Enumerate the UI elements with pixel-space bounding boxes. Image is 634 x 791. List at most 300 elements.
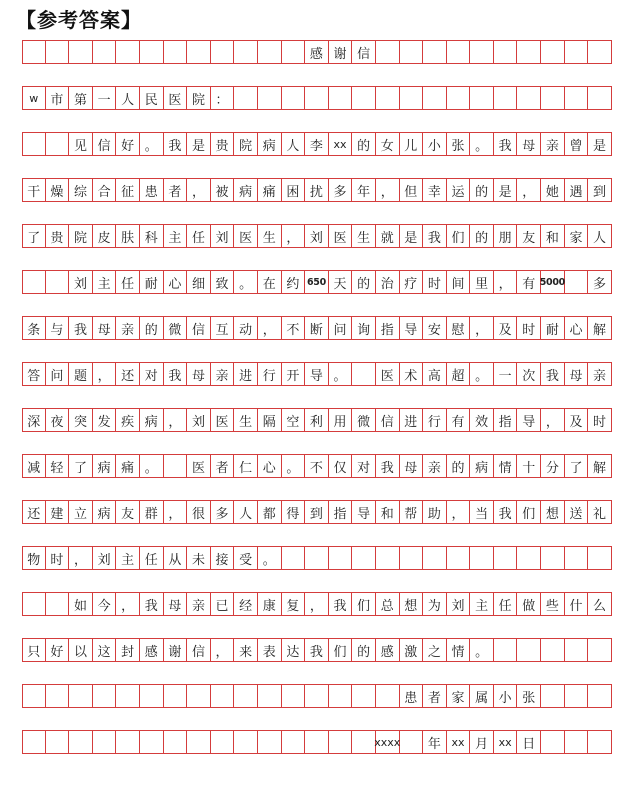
grid-cell: 对 bbox=[352, 455, 376, 477]
grid-cell: 分 bbox=[541, 455, 565, 477]
grid-cell: 深 bbox=[22, 409, 46, 431]
grid-cell: 小 bbox=[494, 685, 518, 707]
grid-cell: ： bbox=[211, 87, 235, 109]
grid-cell bbox=[400, 731, 424, 753]
grid-cell bbox=[69, 41, 93, 63]
grid-cell bbox=[376, 87, 400, 109]
grid-cell: 礼 bbox=[588, 501, 612, 523]
grid-cell: ， bbox=[69, 547, 93, 569]
grid-cell bbox=[541, 731, 565, 753]
grid-cell bbox=[541, 41, 565, 63]
grid-cell: 达 bbox=[282, 639, 306, 661]
grid-cell: 了 bbox=[22, 225, 46, 247]
grid-cell: 不 bbox=[305, 455, 329, 477]
grid-row bbox=[22, 362, 612, 386]
grid-cell: 发 bbox=[93, 409, 117, 431]
grid-cell: 进 bbox=[400, 409, 424, 431]
grid-cell: 治 bbox=[376, 271, 400, 293]
grid-row bbox=[22, 178, 612, 202]
grid-cell: 我 bbox=[329, 593, 353, 615]
grid-cell: 进 bbox=[234, 363, 258, 385]
grid-cell: 仁 bbox=[234, 455, 258, 477]
grid-cell bbox=[400, 41, 424, 63]
grid-cell: 任 bbox=[187, 225, 211, 247]
grid-cell: ， bbox=[282, 225, 306, 247]
grid-cell: 征 bbox=[116, 179, 140, 201]
grid-cell: 信 bbox=[93, 133, 117, 155]
grid-cell: 导 bbox=[517, 409, 541, 431]
grid-cell bbox=[282, 87, 306, 109]
grid-cell: 间 bbox=[447, 271, 471, 293]
grid-cell: 院 bbox=[234, 133, 258, 155]
grid-cell: 主 bbox=[470, 593, 494, 615]
grid-row bbox=[22, 454, 612, 478]
grid-cell: 心 bbox=[565, 317, 589, 339]
grid-cell: 我 bbox=[423, 225, 447, 247]
grid-cell: 助 bbox=[423, 501, 447, 523]
grid-cell bbox=[187, 731, 211, 753]
grid-cell: 是 bbox=[494, 179, 518, 201]
grid-cell: 医 bbox=[376, 363, 400, 385]
grid-row bbox=[22, 316, 612, 340]
grid-cell: 病 bbox=[93, 455, 117, 477]
grid-cell: 及 bbox=[565, 409, 589, 431]
grid-cell: 是 bbox=[588, 133, 612, 155]
grid-cell bbox=[140, 685, 164, 707]
grid-cell: 亲 bbox=[116, 317, 140, 339]
grid-cell: 者 bbox=[423, 685, 447, 707]
grid-cell: 已 bbox=[211, 593, 235, 615]
grid-cell: 得 bbox=[282, 501, 306, 523]
grid-cell: xx bbox=[329, 133, 353, 155]
grid-cell: 病 bbox=[470, 455, 494, 477]
grid-cell: 总 bbox=[376, 593, 400, 615]
grid-cell: 行 bbox=[423, 409, 447, 431]
grid-cell: 们 bbox=[517, 501, 541, 523]
grid-cell: ， bbox=[211, 639, 235, 661]
grid-cell: 都 bbox=[258, 501, 282, 523]
grid-cell: 情 bbox=[447, 639, 471, 661]
grid-cell: 行 bbox=[258, 363, 282, 385]
grid-cell: 时 bbox=[588, 409, 612, 431]
grid-cell: 想 bbox=[541, 501, 565, 523]
grid-cell: 院 bbox=[187, 87, 211, 109]
grid-cell: 立 bbox=[69, 501, 93, 523]
grid-cell: 病 bbox=[93, 501, 117, 523]
grid-cell bbox=[282, 731, 306, 753]
grid-cell: 任 bbox=[116, 271, 140, 293]
grid-cell: 有 bbox=[517, 271, 541, 293]
grid-cell: 。 bbox=[140, 455, 164, 477]
grid-cell bbox=[588, 41, 612, 63]
grid-cell bbox=[93, 685, 117, 707]
grid-cell: ， bbox=[517, 179, 541, 201]
grid-cell: 十 bbox=[517, 455, 541, 477]
grid-cell bbox=[541, 87, 565, 109]
grid-cell: 只 bbox=[22, 639, 46, 661]
grid-cell bbox=[282, 41, 306, 63]
grid-cell: 亲 bbox=[187, 593, 211, 615]
grid-cell: 们 bbox=[447, 225, 471, 247]
grid-cell bbox=[565, 731, 589, 753]
grid-cell: 送 bbox=[565, 501, 589, 523]
grid-cell: 见 bbox=[69, 133, 93, 155]
grid-cell: 和 bbox=[541, 225, 565, 247]
grid-cell: 病 bbox=[234, 179, 258, 201]
grid-cell bbox=[352, 685, 376, 707]
grid-cell: 患 bbox=[400, 685, 424, 707]
grid-cell: 。 bbox=[282, 455, 306, 477]
grid-cell: 我 bbox=[376, 455, 400, 477]
grid-cell bbox=[234, 87, 258, 109]
grid-cell bbox=[565, 87, 589, 109]
grid-cell: 感 bbox=[305, 41, 329, 63]
grid-cell: 如 bbox=[69, 593, 93, 615]
grid-cell: ， bbox=[116, 593, 140, 615]
grid-cell: 。 bbox=[470, 133, 494, 155]
grid-cell: 曾 bbox=[565, 133, 589, 155]
grid-cell bbox=[517, 87, 541, 109]
grid-cell: 生 bbox=[258, 225, 282, 247]
grid-cell: 在 bbox=[258, 271, 282, 293]
grid-cell: 到 bbox=[305, 501, 329, 523]
grid-cell bbox=[494, 41, 518, 63]
grid-cell bbox=[187, 41, 211, 63]
grid-cell bbox=[376, 547, 400, 569]
grid-cell: 贵 bbox=[46, 225, 70, 247]
grid-cell bbox=[22, 731, 46, 753]
grid-cell: 激 bbox=[400, 639, 424, 661]
grid-cell bbox=[258, 41, 282, 63]
grid-cell: 痛 bbox=[116, 455, 140, 477]
grid-cell: 我 bbox=[494, 133, 518, 155]
grid-cell: 以 bbox=[69, 639, 93, 661]
grid-cell: 但 bbox=[400, 179, 424, 201]
grid-cell: 之 bbox=[423, 639, 447, 661]
grid-cell: ， bbox=[447, 501, 471, 523]
grid-cell: ， bbox=[164, 409, 188, 431]
grid-cell: 复 bbox=[282, 593, 306, 615]
grid-cell: 人 bbox=[588, 225, 612, 247]
grid-cell: 建 bbox=[46, 501, 70, 523]
grid-cell bbox=[329, 731, 353, 753]
grid-cell: 些 bbox=[541, 593, 565, 615]
grid-cell: 医 bbox=[187, 455, 211, 477]
grid-cell bbox=[352, 87, 376, 109]
grid-cell: 减 bbox=[22, 455, 46, 477]
grid-cell bbox=[164, 455, 188, 477]
grid-cell: 张 bbox=[447, 133, 471, 155]
grid-cell: ， bbox=[494, 271, 518, 293]
grid-cell: 问 bbox=[329, 317, 353, 339]
grid-cell bbox=[258, 731, 282, 753]
grid-cell: 我 bbox=[164, 133, 188, 155]
grid-cell: 第 bbox=[69, 87, 93, 109]
grid-cell: 病 bbox=[140, 409, 164, 431]
grid-cell: 动 bbox=[234, 317, 258, 339]
grid-cell: 情 bbox=[494, 455, 518, 477]
grid-cell: 耐 bbox=[541, 317, 565, 339]
grid-cell bbox=[376, 41, 400, 63]
grid-cell: 们 bbox=[352, 593, 376, 615]
grid-cell bbox=[46, 271, 70, 293]
grid-cell: 解 bbox=[588, 317, 612, 339]
grid-cell: 互 bbox=[211, 317, 235, 339]
grid-cell: 朋 bbox=[494, 225, 518, 247]
grid-cell: 儿 bbox=[400, 133, 424, 155]
grid-cell: 时 bbox=[423, 271, 447, 293]
grid-cell: xx bbox=[494, 731, 518, 753]
grid-cell bbox=[211, 731, 235, 753]
grid-cell: 天 bbox=[329, 271, 353, 293]
grid-cell: 母 bbox=[565, 363, 589, 385]
grid-cell: 月 bbox=[470, 731, 494, 753]
grid-cell bbox=[46, 685, 70, 707]
grid-cell: 康 bbox=[258, 593, 282, 615]
grid-cell bbox=[46, 41, 70, 63]
grid-cell: 日 bbox=[517, 731, 541, 753]
grid-cell: 我 bbox=[494, 501, 518, 523]
grid-cell: 仅 bbox=[329, 455, 353, 477]
grid-cell: 刘 bbox=[305, 225, 329, 247]
grid-cell: 不 bbox=[282, 317, 306, 339]
grid-cell: 刘 bbox=[69, 271, 93, 293]
grid-cell bbox=[329, 685, 353, 707]
grid-cell: 术 bbox=[400, 363, 424, 385]
grid-cell: 刘 bbox=[187, 409, 211, 431]
grid-cell bbox=[46, 593, 70, 615]
grid-row bbox=[22, 270, 612, 294]
grid-cell: 人 bbox=[282, 133, 306, 155]
grid-cell: 遇 bbox=[565, 179, 589, 201]
grid-cell bbox=[588, 87, 612, 109]
grid-cell: 任 bbox=[494, 593, 518, 615]
grid-cell: 。 bbox=[234, 271, 258, 293]
grid-cell bbox=[305, 547, 329, 569]
grid-cell: 今 bbox=[93, 593, 117, 615]
grid-cell: 约 bbox=[282, 271, 306, 293]
grid-cell: 开 bbox=[282, 363, 306, 385]
grid-cell: 问 bbox=[46, 363, 70, 385]
grid-cell bbox=[116, 41, 140, 63]
grid-cell bbox=[329, 547, 353, 569]
grid-cell: 谢 bbox=[329, 41, 353, 63]
grid-row bbox=[22, 500, 612, 524]
grid-cell: 表 bbox=[258, 639, 282, 661]
grid-cell: 肤 bbox=[116, 225, 140, 247]
grid-cell: 轻 bbox=[46, 455, 70, 477]
grid-cell: 亲 bbox=[541, 133, 565, 155]
grid-cell: 题 bbox=[69, 363, 93, 385]
grid-cell: 心 bbox=[258, 455, 282, 477]
grid-cell: ， bbox=[376, 179, 400, 201]
grid-cell: 母 bbox=[164, 593, 188, 615]
grid-cell: 干 bbox=[22, 179, 46, 201]
grid-cell: 们 bbox=[329, 639, 353, 661]
grid-cell bbox=[565, 547, 589, 569]
grid-cell: 指 bbox=[329, 501, 353, 523]
grid-cell bbox=[22, 271, 46, 293]
grid-cell bbox=[46, 133, 70, 155]
grid-cell bbox=[234, 41, 258, 63]
grid-cell: 的 bbox=[352, 271, 376, 293]
grid-cell: 合 bbox=[93, 179, 117, 201]
grid-cell bbox=[352, 731, 376, 753]
grid-cell: 和 bbox=[376, 501, 400, 523]
grid-cell: 是 bbox=[187, 133, 211, 155]
grid-cell: 年 bbox=[423, 731, 447, 753]
grid-cell: 了 bbox=[69, 455, 93, 477]
grid-cell: 张 bbox=[517, 685, 541, 707]
grid-cell: 的 bbox=[352, 639, 376, 661]
grid-cell bbox=[93, 731, 117, 753]
grid-cell: 多 bbox=[329, 179, 353, 201]
grid-cell bbox=[22, 133, 46, 155]
grid-cell: 好 bbox=[116, 133, 140, 155]
grid-row bbox=[22, 224, 612, 248]
grid-cell: 民 bbox=[140, 87, 164, 109]
grid-cell: 答 bbox=[22, 363, 46, 385]
grid-cell: 信 bbox=[352, 41, 376, 63]
grid-cell: ， bbox=[164, 501, 188, 523]
grid-cell bbox=[588, 547, 612, 569]
grid-cell bbox=[93, 41, 117, 63]
grid-cell: 么 bbox=[588, 593, 612, 615]
grid-cell: 感 bbox=[140, 639, 164, 661]
grid-cell bbox=[565, 639, 589, 661]
grid-cell bbox=[69, 685, 93, 707]
grid-cell: ， bbox=[93, 363, 117, 385]
grid-cell: 安 bbox=[423, 317, 447, 339]
grid-cell: 到 bbox=[588, 179, 612, 201]
grid-cell: 好 bbox=[46, 639, 70, 661]
grid-cell: 多 bbox=[211, 501, 235, 523]
grid-cell: 什 bbox=[565, 593, 589, 615]
grid-cell: 年 bbox=[352, 179, 376, 201]
grid-cell bbox=[211, 41, 235, 63]
grid-cell: 主 bbox=[93, 271, 117, 293]
grid-cell: 的 bbox=[470, 225, 494, 247]
grid-cell: 家 bbox=[565, 225, 589, 247]
grid-cell: 接 bbox=[211, 547, 235, 569]
grid-cell: ， bbox=[470, 317, 494, 339]
grid-cell: 是 bbox=[400, 225, 424, 247]
grid-cell: 刘 bbox=[93, 547, 117, 569]
grid-cell: xx bbox=[447, 731, 471, 753]
grid-cell bbox=[22, 593, 46, 615]
grid-cell: 。 bbox=[329, 363, 353, 385]
grid-cell bbox=[541, 639, 565, 661]
grid-cell: 科 bbox=[140, 225, 164, 247]
grid-row bbox=[22, 86, 612, 110]
grid-cell bbox=[305, 685, 329, 707]
grid-cell: xxxx bbox=[376, 731, 400, 753]
grid-cell: 高 bbox=[423, 363, 447, 385]
grid-cell: 我 bbox=[140, 593, 164, 615]
grid-cell bbox=[329, 87, 353, 109]
grid-cell: 信 bbox=[187, 639, 211, 661]
grid-row bbox=[22, 638, 612, 662]
grid-cell: 母 bbox=[400, 455, 424, 477]
grid-cell: 还 bbox=[116, 363, 140, 385]
grid-cell: 多 bbox=[588, 271, 612, 293]
grid-cell: 的 bbox=[352, 133, 376, 155]
grid-cell bbox=[423, 41, 447, 63]
grid-cell: 很 bbox=[187, 501, 211, 523]
grid-row bbox=[22, 592, 612, 616]
grid-cell: 一 bbox=[93, 87, 117, 109]
grid-cell: 经 bbox=[234, 593, 258, 615]
grid-cell: 受 bbox=[234, 547, 258, 569]
grid-cell bbox=[588, 685, 612, 707]
grid-cell: 还 bbox=[22, 501, 46, 523]
grid-cell: 疗 bbox=[400, 271, 424, 293]
grid-cell bbox=[258, 685, 282, 707]
grid-cell: 综 bbox=[69, 179, 93, 201]
grid-cell: 有 bbox=[447, 409, 471, 431]
grid-cell: 做 bbox=[517, 593, 541, 615]
grid-cell bbox=[423, 87, 447, 109]
grid-cell bbox=[376, 685, 400, 707]
grid-cell: 我 bbox=[305, 639, 329, 661]
grid-cell: 李 bbox=[305, 133, 329, 155]
grid-cell: 医 bbox=[234, 225, 258, 247]
grid-cell bbox=[352, 363, 376, 385]
grid-cell bbox=[234, 731, 258, 753]
grid-cell bbox=[187, 685, 211, 707]
grid-cell: 5000 bbox=[541, 271, 565, 293]
grid-cell: 者 bbox=[164, 179, 188, 201]
grid-cell: 询 bbox=[352, 317, 376, 339]
grid-cell bbox=[234, 685, 258, 707]
grid-cell: w bbox=[22, 87, 46, 109]
grid-cell: 条 bbox=[22, 317, 46, 339]
grid-cell bbox=[22, 41, 46, 63]
grid-cell: 皮 bbox=[93, 225, 117, 247]
grid-cell: 生 bbox=[234, 409, 258, 431]
grid-cell: 贵 bbox=[211, 133, 235, 155]
grid-cell bbox=[140, 731, 164, 753]
grid-cell: 。 bbox=[258, 547, 282, 569]
grid-cell: ， bbox=[187, 179, 211, 201]
grid-cell: 封 bbox=[116, 639, 140, 661]
grid-cell: 小 bbox=[423, 133, 447, 155]
grid-cell: 致 bbox=[211, 271, 235, 293]
grid-cell: 慰 bbox=[447, 317, 471, 339]
grid-cell bbox=[352, 547, 376, 569]
grid-cell bbox=[140, 41, 164, 63]
grid-cell: 信 bbox=[376, 409, 400, 431]
grid-cell: 帮 bbox=[400, 501, 424, 523]
grid-cell: 解 bbox=[588, 455, 612, 477]
grid-cell: 的 bbox=[140, 317, 164, 339]
grid-cell: 隔 bbox=[258, 409, 282, 431]
grid-row bbox=[22, 546, 612, 570]
grid-cell: 的 bbox=[447, 455, 471, 477]
grid-row bbox=[22, 730, 612, 754]
grid-cell: 为 bbox=[423, 593, 447, 615]
grid-cell bbox=[494, 87, 518, 109]
grid-cell: 指 bbox=[494, 409, 518, 431]
grid-cell bbox=[447, 547, 471, 569]
grid-cell: 市 bbox=[46, 87, 70, 109]
grid-cell: 人 bbox=[234, 501, 258, 523]
grid-cell bbox=[400, 87, 424, 109]
grid-cell: 被 bbox=[211, 179, 235, 201]
grid-cell: 患 bbox=[140, 179, 164, 201]
grid-cell: 扰 bbox=[305, 179, 329, 201]
grid-cell: 疾 bbox=[116, 409, 140, 431]
